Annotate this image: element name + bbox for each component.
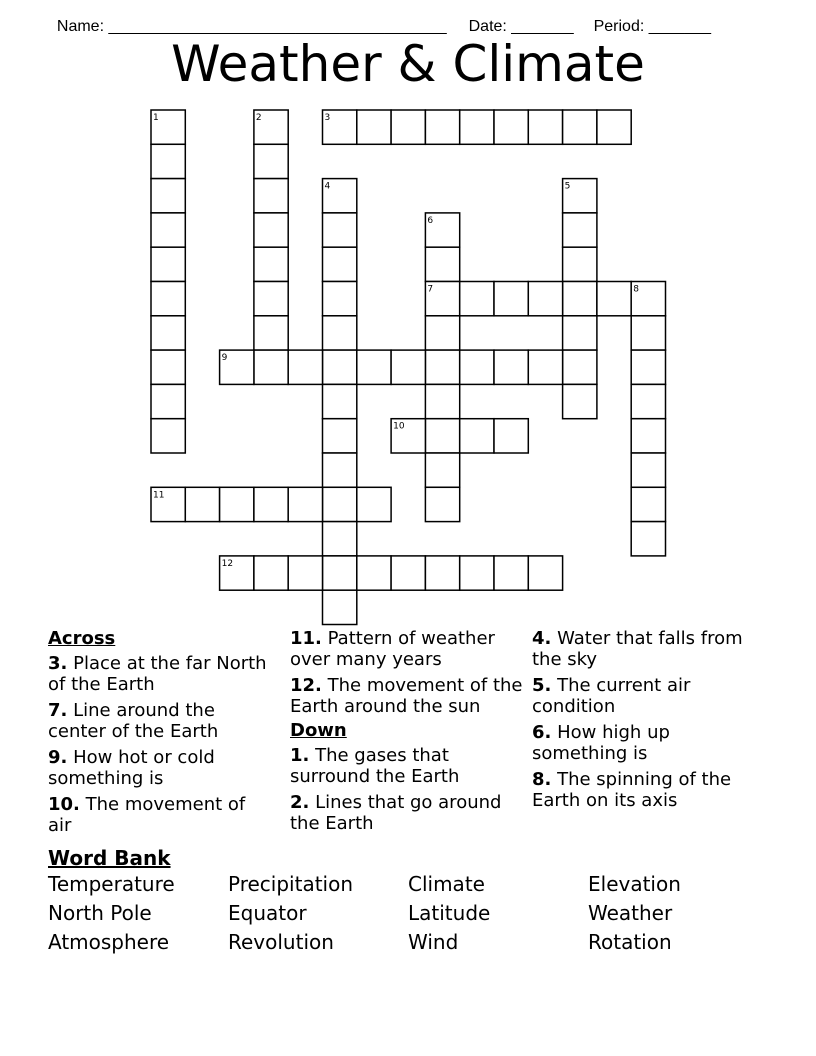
- crossword-cell[interactable]: [323, 556, 357, 590]
- word-bank-item: Equator: [228, 901, 307, 925]
- crossword-cell[interactable]: [254, 179, 288, 213]
- crossword-cell[interactable]: [631, 419, 665, 453]
- crossword-cell[interactable]: [323, 590, 357, 624]
- crossword-cell[interactable]: [357, 487, 391, 521]
- crossword-cell[interactable]: [151, 179, 185, 213]
- word-bank-item: North Pole: [48, 901, 152, 925]
- clues-column-2: [290, 628, 525, 839]
- crossword-cell[interactable]: [460, 110, 494, 144]
- crossword-cell[interactable]: [151, 350, 185, 384]
- clue-across-12: 12. The movement of the Earth around the sun: [290, 675, 523, 717]
- crossword-cell[interactable]: [357, 350, 391, 384]
- crossword-cell[interactable]: [631, 282, 665, 316]
- crossword-cell[interactable]: [631, 453, 665, 487]
- clue-number: 8: [633, 284, 639, 295]
- crossword-cell[interactable]: [528, 282, 562, 316]
- crossword-cell[interactable]: [151, 316, 185, 350]
- crossword-cell[interactable]: [323, 247, 357, 281]
- word-bank-item: Revolution: [228, 930, 334, 954]
- clue-number: 9: [221, 353, 228, 364]
- word-bank: [48, 872, 768, 954]
- crossword-cell[interactable]: [631, 487, 665, 521]
- crossword-cell[interactable]: [563, 350, 597, 384]
- crossword-cell[interactable]: [323, 487, 357, 521]
- clue-across-9: 9. How hot or cold something is: [48, 747, 215, 789]
- crossword-cell[interactable]: [151, 110, 185, 144]
- crossword-cell[interactable]: [460, 556, 494, 590]
- clue-number: 10: [393, 421, 405, 432]
- crossword-cell[interactable]: [323, 522, 357, 556]
- crossword-cell[interactable]: [494, 419, 528, 453]
- crossword-cell[interactable]: [151, 247, 185, 281]
- crossword-cell[interactable]: [460, 350, 494, 384]
- crossword-cell[interactable]: [220, 556, 254, 590]
- crossword-cell[interactable]: [425, 247, 459, 281]
- clue-number: 6: [427, 215, 434, 226]
- down-heading: Down: [290, 720, 347, 741]
- date-field[interactable]: Date: _______: [468, 18, 574, 35]
- word-bank-item: Climate: [408, 872, 485, 896]
- crossword-cell[interactable]: [563, 110, 597, 144]
- crossword-cell[interactable]: [151, 213, 185, 247]
- word-bank-item: Precipitation: [228, 872, 354, 896]
- word-bank-item: Atmosphere: [48, 930, 170, 954]
- crossword-cell[interactable]: [254, 247, 288, 281]
- crossword-cell[interactable]: [323, 282, 357, 316]
- crossword-cell[interactable]: [425, 316, 459, 350]
- clue-number: 5: [564, 181, 571, 192]
- word-bank-title: Word Bank: [48, 846, 171, 870]
- crossword-cell[interactable]: [563, 282, 597, 316]
- crossword-cell[interactable]: [254, 350, 288, 384]
- clue-down-4: 4. Water that falls from the sky: [532, 628, 743, 670]
- crossword-cell[interactable]: [323, 110, 357, 144]
- clue-number: 4: [324, 181, 331, 192]
- clue-across-3: 3. Place at the far North of the Earth: [48, 653, 267, 695]
- crossword-cell[interactable]: [425, 282, 459, 316]
- crossword-cell[interactable]: [460, 282, 494, 316]
- crossword-cell[interactable]: [425, 110, 459, 144]
- crossword-cell[interactable]: [151, 384, 185, 418]
- crossword-cell[interactable]: [220, 350, 254, 384]
- crossword-cell[interactable]: [220, 487, 254, 521]
- crossword-cell[interactable]: [425, 556, 459, 590]
- header-fields: [48, 0, 776, 35]
- crossword-cell[interactable]: [631, 350, 665, 384]
- crossword-cell[interactable]: [425, 350, 459, 384]
- crossword-cell[interactable]: [563, 316, 597, 350]
- crossword-cell[interactable]: [323, 419, 357, 453]
- crossword-cell[interactable]: [631, 384, 665, 418]
- word-bank-item: Latitude: [408, 901, 491, 925]
- clue-number: 12: [221, 558, 234, 569]
- crossword-cell[interactable]: [254, 110, 288, 144]
- crossword-cell[interactable]: [425, 419, 459, 453]
- crossword-cell[interactable]: [494, 282, 528, 316]
- crossword-cell[interactable]: [151, 419, 185, 453]
- clue-number: 3: [324, 113, 331, 123]
- crossword-cell[interactable]: [323, 213, 357, 247]
- crossword-cell[interactable]: [494, 350, 528, 384]
- crossword-cell[interactable]: [425, 213, 459, 247]
- name-field[interactable]: Name: ______________________________________: [56, 18, 447, 35]
- crossword-cell[interactable]: [425, 487, 459, 521]
- clues-column-3: [532, 628, 747, 816]
- crossword-cell[interactable]: [391, 556, 425, 590]
- word-bank-item: Weather: [588, 901, 673, 925]
- crossword-cell[interactable]: [528, 110, 562, 144]
- crossword-cell[interactable]: [494, 110, 528, 144]
- crossword-cell[interactable]: [494, 556, 528, 590]
- crossword-cell[interactable]: [425, 453, 459, 487]
- crossword-cell[interactable]: [254, 487, 288, 521]
- clue-down-1: 1. The gases that surround the Earth: [290, 745, 460, 787]
- crossword-cell[interactable]: [254, 282, 288, 316]
- crossword-cell[interactable]: [563, 213, 597, 247]
- word-bank-item: Rotation: [588, 930, 672, 954]
- crossword-cell[interactable]: [597, 282, 631, 316]
- clue-number: 7: [427, 284, 434, 295]
- word-bank-item: Temperature: [48, 872, 175, 896]
- clue-down-8: 8. The spinning of the Earth on its axis: [532, 769, 732, 811]
- period-field[interactable]: Period: _______: [593, 18, 712, 35]
- crossword-cell[interactable]: [528, 556, 562, 590]
- crossword-cell[interactable]: [563, 384, 597, 418]
- crossword-cell[interactable]: [288, 487, 322, 521]
- crossword-cell[interactable]: [391, 419, 425, 453]
- crossword-cell[interactable]: [254, 556, 288, 590]
- crossword-cell[interactable]: [288, 556, 322, 590]
- crossword-cell[interactable]: [323, 350, 357, 384]
- clue-down-6: 6. How high up something is: [532, 722, 670, 764]
- crossword-cell[interactable]: [631, 522, 665, 556]
- crossword-cell[interactable]: [254, 213, 288, 247]
- crossword-cell[interactable]: [254, 316, 288, 350]
- crossword-cell[interactable]: [151, 487, 185, 521]
- crossword-cell[interactable]: [323, 316, 357, 350]
- crossword-cell[interactable]: [151, 144, 185, 178]
- clues-column-1: [48, 628, 273, 841]
- crossword-cell[interactable]: [151, 282, 185, 316]
- crossword-cell[interactable]: [391, 110, 425, 144]
- clue-number: 11: [153, 490, 165, 501]
- word-bank-item: Wind: [408, 930, 459, 954]
- crossword-cell[interactable]: [391, 350, 425, 384]
- clue-number: 2: [255, 113, 262, 123]
- crossword-cell[interactable]: [460, 419, 494, 453]
- clue-across-11: 11. Pattern of weather over many years: [290, 628, 495, 670]
- crossword-cell[interactable]: [357, 556, 391, 590]
- crossword-cell[interactable]: [288, 350, 322, 384]
- clue-down-5: 5. The current air condition: [532, 675, 691, 717]
- clue-across-7: 7. Line around the center of the Earth: [48, 700, 219, 742]
- crossword-cell[interactable]: [323, 179, 357, 213]
- crossword-cell[interactable]: [254, 144, 288, 178]
- crossword-cell[interactable]: [528, 350, 562, 384]
- crossword-cell[interactable]: [357, 110, 391, 144]
- crossword-cell[interactable]: [563, 247, 597, 281]
- crossword-cell[interactable]: [597, 110, 631, 144]
- crossword-cell[interactable]: [631, 316, 665, 350]
- clue-down-2: 2. Lines that go around the Earth: [290, 792, 502, 834]
- page-title: Weather & Climate: [171, 35, 645, 93]
- across-heading: Across: [48, 628, 116, 649]
- word-bank-item: Elevation: [588, 872, 681, 896]
- clue-across-10: 10. The movement of air: [48, 794, 246, 836]
- crossword-cell[interactable]: [323, 384, 357, 418]
- crossword-cell[interactable]: [425, 384, 459, 418]
- crossword-cell[interactable]: [185, 487, 219, 521]
- crossword-cell[interactable]: [563, 179, 597, 213]
- crossword-cell[interactable]: [323, 453, 357, 487]
- clue-number: 1: [153, 113, 159, 123]
